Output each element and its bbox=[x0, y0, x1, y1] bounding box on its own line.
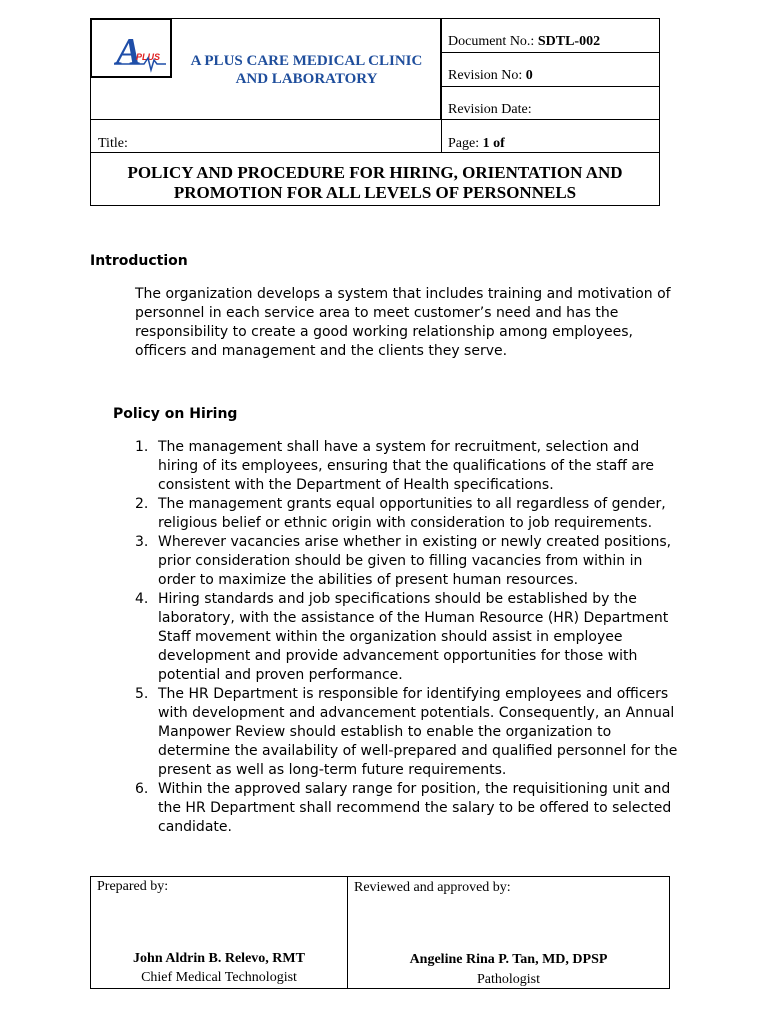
list-item bbox=[135, 438, 680, 495]
list-item-text: The management grants equal opportunities to all regardless of gender, religious belief or ethnic origin with consideration to job requirements. bbox=[158, 496, 666, 531]
list-item-number: 1. bbox=[135, 439, 149, 455]
approved-by-label: Reviewed and approved by: bbox=[354, 880, 511, 895]
list-item-number: 5. bbox=[135, 686, 149, 702]
policy-heading: Policy on Hiring bbox=[113, 406, 238, 422]
list-item-number: 2. bbox=[135, 496, 149, 512]
list-item-text: Wherever vacancies arise whether in existing or newly created positions, prior consideration should be given to filling vacancies from within in order to maximize the abilities of present human resources. bbox=[158, 534, 672, 588]
clinic-name bbox=[172, 52, 441, 88]
document-title-box bbox=[90, 152, 660, 206]
prepared-by-cell bbox=[91, 877, 348, 988]
document-header bbox=[90, 18, 660, 206]
title-row bbox=[90, 119, 660, 153]
policy-list bbox=[135, 438, 680, 837]
title-label: Title: bbox=[98, 136, 128, 151]
document-title bbox=[91, 163, 659, 203]
list-item bbox=[135, 495, 680, 533]
logo-box bbox=[90, 18, 172, 78]
document-title-line1: POLICY AND PROCEDURE FOR HIRING, ORIENTATION AND bbox=[127, 163, 623, 182]
prepared-by-label: Prepared by: bbox=[97, 879, 169, 894]
prepared-by-name: John Aldrin B. Relevo, RMT bbox=[133, 951, 305, 966]
divider bbox=[441, 86, 659, 87]
revision-date bbox=[441, 102, 659, 118]
logo-strip bbox=[90, 78, 172, 120]
approved-by-cell bbox=[348, 877, 669, 988]
page-value: 1 of bbox=[482, 136, 505, 151]
document-no-value: SDTL-002 bbox=[537, 34, 601, 49]
signoff-table bbox=[90, 876, 670, 989]
clinic-name-box bbox=[172, 18, 442, 120]
list-item-number: 4. bbox=[135, 591, 149, 607]
list-item-text: The management shall have a system for recruitment, selection and hiring of its employees, ensuring that the qualifications of the staff are consistent with the Department of Health specifications. bbox=[158, 439, 655, 493]
revision-no-value: 0 bbox=[525, 68, 533, 83]
approved-by-role: Pathologist bbox=[476, 972, 540, 987]
clinic-logo bbox=[92, 20, 170, 76]
list-item-text: Hiring standards and job specifications should be established by the laboratory, with the assistance of the Human Resource (HR) Department Staff movement within the organization should assist in employee development and provide advancement opportunities for those with potential and proven performance. bbox=[158, 591, 669, 683]
divider bbox=[441, 120, 442, 152]
list-item-text: The HR Department is responsible for identifying employees and officers with development and advancement potentials. Consequently, an Annual Manpower Review should establish to enable the organization to determine the availability of well-prepared and qualified personnel for the present as well as long-term future requirements. bbox=[158, 686, 678, 778]
clinic-name-line1: A PLUS CARE MEDICAL CLINIC bbox=[190, 53, 423, 69]
approved-by-name: Angeline Rina P. Tan, MD, DPSP bbox=[409, 952, 608, 967]
document-no-label: Document No.: bbox=[448, 34, 538, 49]
clinic-name-line2: AND LABORATORY bbox=[235, 71, 378, 87]
introduction-heading: Introduction bbox=[90, 253, 188, 269]
revision-no-label: Revision No: bbox=[448, 68, 526, 83]
list-item-number: 3. bbox=[135, 534, 149, 550]
prepared-by-role: Chief Medical Technologist bbox=[141, 970, 297, 985]
list-item bbox=[135, 685, 680, 780]
list-item-number: 6. bbox=[135, 781, 149, 797]
page-label: Page: bbox=[448, 136, 483, 151]
list-item bbox=[135, 533, 680, 590]
introduction-paragraph: The organization develops a system that includes training and motivation of personnel in each service area to meet customer’s need and has the responsibility to create a good working relationship among employees, officers and management and the clients they serve. bbox=[135, 286, 671, 359]
list-item bbox=[135, 590, 680, 685]
list-item bbox=[135, 780, 680, 837]
revision-date-label: Revision Date: bbox=[448, 102, 532, 117]
document-title-line2: PROMOTION FOR ALL LEVELS OF PERSONNELS bbox=[173, 183, 577, 202]
divider bbox=[441, 52, 659, 53]
page-indicator bbox=[448, 136, 505, 152]
list-item-text: Within the approved salary range for position, the requisitioning unit and the HR Department shall recommend the salary to be offered to selected candidate. bbox=[158, 781, 672, 835]
document-no bbox=[441, 34, 659, 50]
svg-text:A: A bbox=[116, 31, 142, 73]
revision-no bbox=[441, 68, 659, 84]
svg-text:PLUS: PLUS bbox=[136, 52, 161, 62]
document-meta-box bbox=[440, 18, 660, 120]
